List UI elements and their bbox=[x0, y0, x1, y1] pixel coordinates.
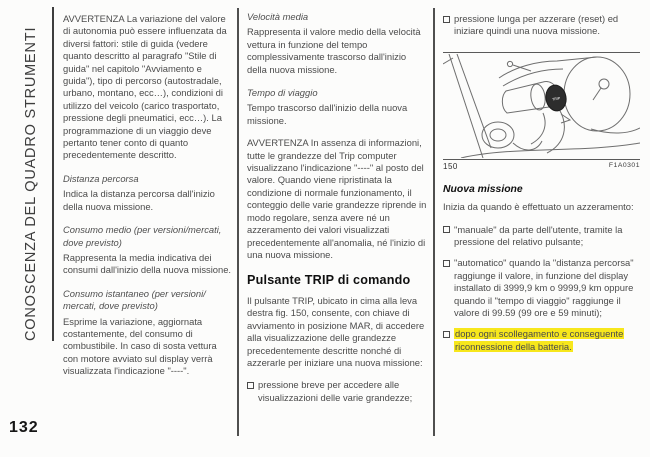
paragraph: Tempo trascorso dall'inizio della nuova missione. bbox=[247, 102, 408, 126]
subheading: Velocità media bbox=[247, 11, 309, 22]
subsection-heading: Nuova missione bbox=[443, 183, 523, 195]
column-1 bbox=[63, 6, 233, 388]
square-bullet-icon bbox=[247, 382, 254, 389]
list-item-text: "manuale" da parte dell'utente, tramite la pressione del relativo pulsante; bbox=[454, 223, 623, 248]
column-3 bbox=[443, 6, 640, 362]
list-item bbox=[443, 224, 640, 249]
square-bullet-icon bbox=[443, 16, 450, 23]
list-item-highlighted bbox=[443, 328, 640, 353]
list-item-text: pressione breve per accedere alle visualizzazioni delle varie grandezze; bbox=[258, 379, 413, 403]
figure-caption bbox=[443, 162, 640, 171]
paragraph: Il pulsante TRIP, ubicato in cima alla leva destra fig. 150, consente, con chiave di avviamento in posizione MAR, di accedere alla visualizzazione delle grandezze precedentemente descritte nonché di azzerarle per iniziare una nuova missione: bbox=[247, 294, 425, 368]
paragraph: Inizia da quando è effettuato un azzeramento: bbox=[443, 201, 634, 213]
trip-lever-illustration bbox=[443, 52, 640, 160]
sidebar-rule bbox=[52, 7, 54, 341]
figure-number: 150 bbox=[443, 161, 458, 171]
subheading: Tempo di viaggio bbox=[247, 87, 318, 99]
paragraph: Rappresenta la media indicativa dei consumi dall'inizio della nuova missione. bbox=[63, 251, 232, 276]
page-number: 132 bbox=[9, 419, 39, 436]
figure-150 bbox=[443, 52, 640, 171]
subheading: Consumo istantaneo (per versioni/ mercati, dove previsto) bbox=[63, 287, 206, 312]
section-heading: Pulsante TRIP di comando bbox=[247, 273, 411, 288]
list-item-text: "automatico" quando la "distanza percorsa" raggiunge il valore, in funzione del display installato di 3999,9 km o 9999,9 km oppure quando il "tempo di viaggio" raggiunge il valore di 99.59 (99 ore e 59 minuti); bbox=[454, 257, 634, 319]
paragraph: Esprime la variazione, aggiornata costantemente, del consumo di combustibile. In caso di sosta vettura con motore avviato sul display verrà visualizzata l'indicazione "----". bbox=[63, 315, 217, 377]
column-divider bbox=[237, 8, 239, 436]
list-item bbox=[443, 13, 640, 38]
list-item bbox=[443, 257, 640, 319]
column-divider bbox=[433, 8, 435, 436]
paragraph: Indica la distanza percorsa dall'inizio della nuova missione. bbox=[63, 188, 215, 212]
column-2 bbox=[247, 6, 427, 413]
paragraph: AVVERTENZA In assenza di informazioni, tutte le grandezze del Trip computer visualizzano l'indicazione "----" al posto del valore. Quando viene ripristinata la condizione di normale funzionamento, il conteggio delle varie grandezze riprende in modo regolare, senza avere né un azzeramento dei valori visualizzati precedentemente all'anomalia, né l'inizio di una nuova missione. bbox=[247, 137, 427, 260]
list-item-text: pressione lunga per azzerare (reset) ed iniziare quindi una nuova missione. bbox=[454, 13, 619, 37]
highlighted-text: dopo ogni scollegamento e conseguente riconnessione della batteria. bbox=[455, 328, 624, 352]
trip-button-label: TRIP bbox=[551, 96, 561, 102]
subheading: Distanza percorsa bbox=[63, 172, 139, 184]
square-bullet-icon bbox=[443, 331, 450, 338]
square-bullet-icon bbox=[443, 260, 450, 267]
subheading: Consumo medio (per versioni/mercati, dove previsto) bbox=[63, 224, 222, 248]
paragraph: AVVERTENZA La variazione del valore di autonomia può essere influenzata da diversi fattori: stile di guida (vedere quanto descritto al paragrafo "Stile di guida" nel capitolo "Avviamento e guida"), tipo di percorso (autostradale, urbano, montano, ecc…), condizioni di utilizzo del veicolo (carico trasportato, pressione degli pneumatici, ecc…). La programmazione di un viaggio deve pertanto tener conto di quanto precedentemente descritto. bbox=[63, 13, 227, 161]
steering-stalk-drawing bbox=[443, 54, 640, 158]
figure-code: F1A0301 bbox=[608, 161, 640, 169]
square-bullet-icon bbox=[443, 226, 450, 233]
paragraph: Rappresenta il valore medio della velocità vettura in funzione del tempo complessivamente trascorso dall'inizio della nuova missione. bbox=[247, 26, 421, 75]
sidebar-chapter-label: CONOSCENZA DEL QUADRO STRUMENTI bbox=[23, 26, 39, 341]
list-item bbox=[247, 379, 427, 404]
